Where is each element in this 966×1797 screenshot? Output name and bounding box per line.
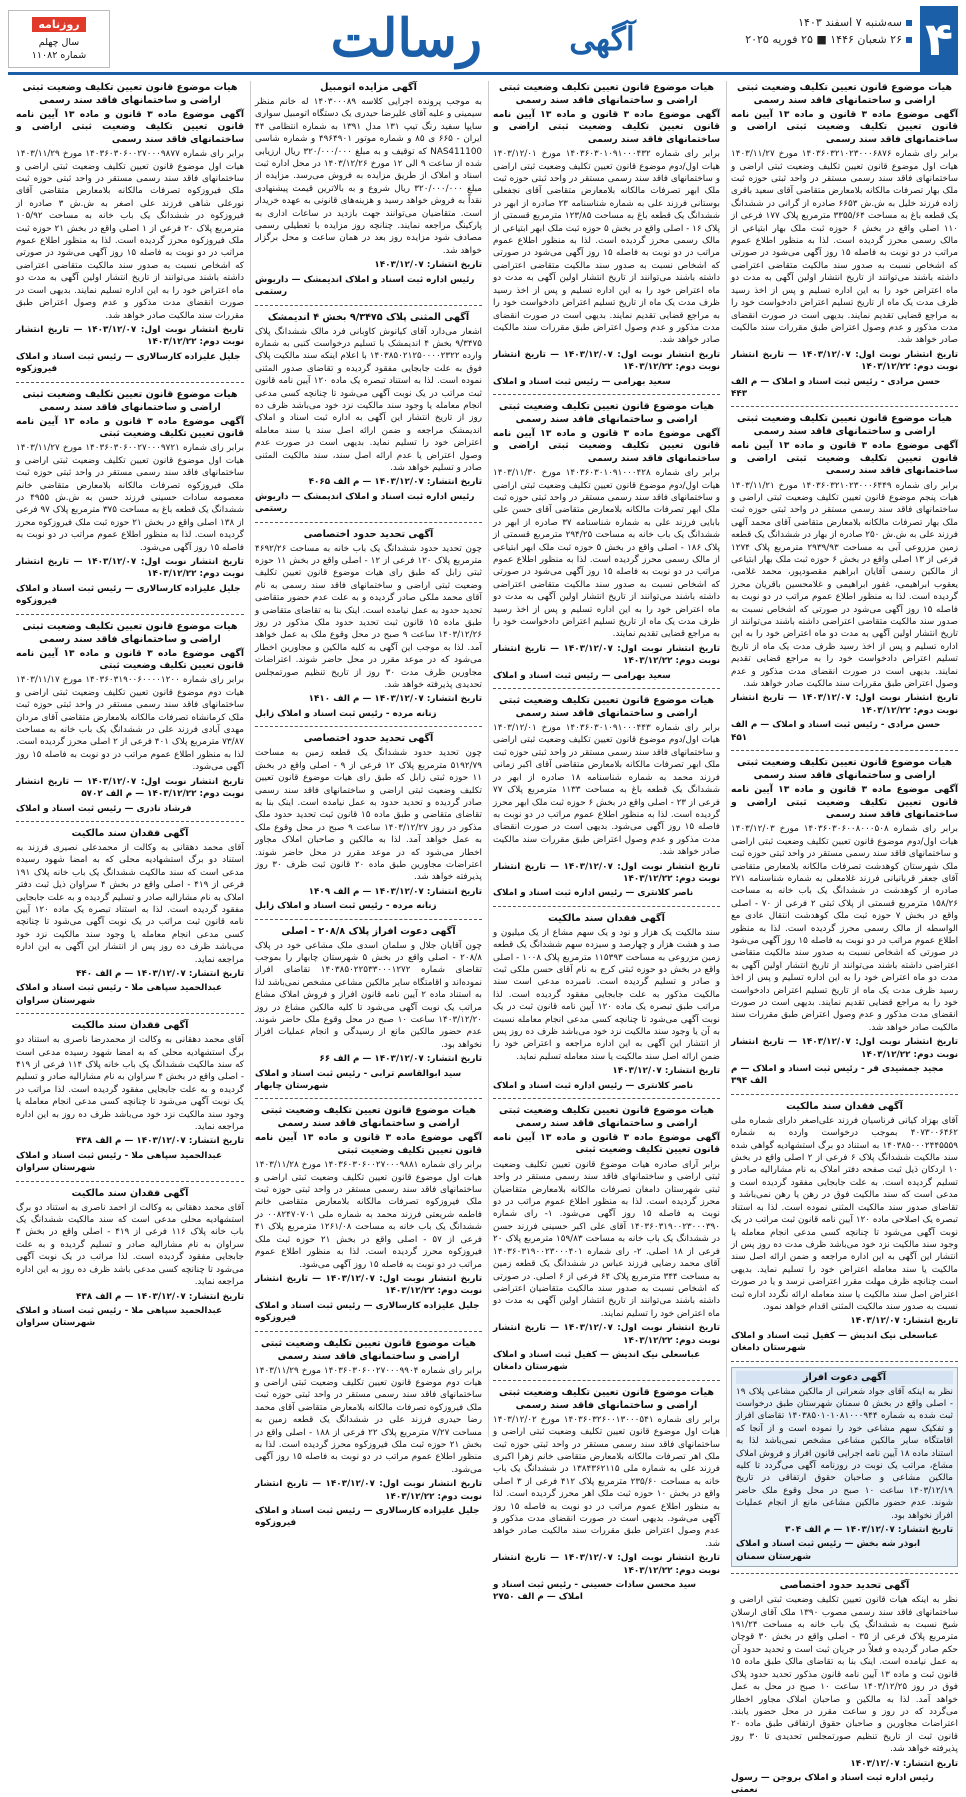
notice-signature: عباسعلی نیک اندیش — کفیل ثبت اسناد و املاک شهرستان دامغان: [731, 1330, 939, 1354]
notice-body: به موجب پرونده اجرایی کلاسه ۱۴۰۳۰۰۰۸۹ له خانم منظر سیمینی و علیه آقای علیرضا حیدری یک دستگاه اتومبیل سواری سایپا سفید رنگ تیپ ۱۳۱ مدل ۱۳۹۱ به شماره انتظامی ۴۴ ایران - ۶۶۵ ی ۸۵ و شماره موتور ۴۹۶۴۹۰۱ و شماره شاسی NAS411100 که توقیف و به مبلغ ۳۲۰/۰۰۰/۰۰۰ ریال ارزیابی شده از ساعت ۹ الی ۱۲ مورخ ۱۴۰۳/۱۲/۲۶ در محل اداره ثبت اسناد و املاک از طریق مزایده به فروش می‌رسد. مزایده از مبلغ ۳۲۰/۰۰۰/۰۰۰ ریال شروع و به بالاترین قیمت پیشنهادی نقداً به فروش خواهد رسید و هزینه‌های قانونی به عهده خریدار است. متقاضیان می‌توانند جهت بازدید در ساعات اداری به پارکینگ مراجعه نمایند. چنانچه روز مزایده با تعطیلی رسمی مصادف شود مزایده روز بعد در همان ساعت و محل برگزار خواهد شد.: [255, 97, 483, 256]
notice: [493, 694, 720, 900]
notice-heading: آگهی تحدید حدود اختصاصی: [303, 733, 434, 745]
notice-signature: عبدالحمید سپاهی ملا - رئیس ثبت اسناد و املاک شهرستان سراوان: [16, 983, 223, 1006]
notice-signature: ناصر کلانتری — رئیس اداره ثبت اسناد و املاک: [493, 1080, 694, 1091]
issue-year: سال چهلم: [38, 36, 80, 48]
notice-divider: [16, 614, 244, 615]
notice-heading: آگهی فقدان سند مالکیت: [548, 912, 665, 924]
notice: [255, 1104, 482, 1324]
notice: [731, 1100, 958, 1355]
notice-dates: تاریخ انتشار نوبت اول: ۱۴۰۳/۱۲/۰۷ — تاریخ انتشار نوبت دوم: ۱۴۰۳/۱۲/۲۲: [493, 1323, 720, 1346]
notice-dates: تاریخ انتشار: ۱۴۰۳/۱۲/۰۷ — م الف ۴۰۶۵: [308, 477, 482, 488]
notice-dates: تاریخ انتشار: ۱۴۰۳/۱۲/۰۷: [850, 1758, 958, 1769]
notice-heading: آگهی تحدید حدود اختصاصی: [779, 1580, 910, 1592]
notice-divider: [493, 1380, 720, 1381]
notice-body: برابر رای شماره ۱۴۰۳۶۰۳۰۶۰۰۲۷۰۰۰۹۷۲۱ مورخ ۱۴۰۳/۱۱/۲۷ هیات اول موضوع قانون تعیین تکلیف وضعیت ثبتی اراضی و ساختمانهای فاقد سند رسمی مستقر در واحد ثبتی حوزه ثبت ملک فیروزکوه تصرفات مالکانه بلامعارض متقاضی خانم معصومه سادات حسینی فرزند حسن به ش.ش ۴۹۵۵ در ششدانگ یک قطعه باغ به مساحت ۳۷۵ مترمربع پلاک ۹۷ فرعی از ۱۳۸ اصلی واقع در بخش ۲۱ حوزه ثبت ملک فیروزکوه محرز گردیده است. لذا به منظور اطلاع عموم مراتب در دو نوبت به فاصله ۱۵ روز آگهی می‌شود.: [16, 443, 245, 553]
notice: [16, 620, 244, 815]
notice-signature: سعید بهرامی — رئیس ثبت اسناد و املاک: [493, 376, 671, 387]
notice-body: آقای محمد دهقانی به وکالت از محمدعلی نصیری فرزند به استناد دو برگ استشهادیه محلی که به امضا شهود رسیده مدعی است که سند مالکیت ششدانگ یک باب خانه پلاک ۱۹۱ فرعی از ۴۱۹ - اصلی واقع در بخش ۴ سراوان ذیل ثبت دفتر املاک به نام مشارالیه صادر و تسلیم گردیده و به علت جابجایی مفقود گردیده است. لذا به استناد تبصره یک ماده ۱۲۰ آیین نامه قانون ثبت مراتب در یک نوبت آگهی می‌شود تا چنانچه کسی مدعی انجام معامله یا وجود سند مالکیت نزد خود می‌باشد ظرف ده روز پس از انتشار این آگهی به این اداره مراجعه نماید.: [16, 842, 244, 965]
date-lunar-gregorian: ۲۶ شعبان ۱۴۴۶ ■ ۲۵ فوریه ۲۰۲۵: [745, 33, 902, 46]
notice-dates: تاریخ انتشار نوبت اول: ۱۴۰۳/۱۲/۰۷ — تاریخ انتشار نوبت دوم: ۱۴۰۳/۱۲/۲۲: [493, 643, 720, 667]
notice-body: چون آقایان جلال و سلمان اسدی ملک مشاعی خود در پلاک ۲۰۸/۸ - اصلی واقع در بخش ۵ شهرستان چابهار را بموجب تقاضای شماره ۱۴۰۳۸۵۰۲۲۵۳۳۰۰۰۱۲۷۲ تقاضای افراز نموده‌اند و اقامتگاه سایر مالکین مشاعی مشخص نمی‌باشد لذا به استناد ماده ۲ آیین نامه قانون افراز و فروش املاک مشاع مراتب یک نوبت آگهی می‌شود تا کلیه مالکین مشاع در روز ۱۴۰۳/۱۲/۲۰ ساعت ۱۰ صبح در محل وقوع ملک حاضر شوند. عدم حضور مالکین مانع از رسیدگی و انجام عملیات افراز نخواهد بود.: [255, 940, 483, 1050]
notice-signature: سید محسن سادات حسینی - رئیس ثبت اسناد و املاک — م الف ۲۷۵۰: [493, 1580, 696, 1603]
notice: [493, 1104, 720, 1374]
notice-dates: تاریخ انتشار نوبت اول: ۱۴۰۳/۱۲/۰۷ — تاریخ انتشار نوبت دوم: ۱۴۰۳/۱۲/۲۲: [493, 1553, 720, 1576]
notice: [16, 827, 244, 1007]
bullet-icon: [906, 37, 912, 43]
notice-body: برابر رای شماره ۱۴۰۳۶۰۳۰۶۰۰۲۷۰۰۰۹۸۷۷ مورخ ۱۴۰۳/۱۱/۲۹ هیات اول موضوع قانون تعیین تکلیف وضعیت ثبتی اراضی و ساختمانهای فاقد سند رسمی مستقر در واحد ثبتی حوزه ثبت ملک فیروزکوه تصرفات مالکانه بلامعارض متقاضی آقای نورعلی شاهی فرزند علی اصغر به ش.ش ۳ صادره از فیروزکوه در ششدانگ یک باب خانه به مساحت ۱۰۵/۹۲ مترمربع پلاک ۲۰ فرعی از ۱ اصلی واقع در بخش ۲۱ حوزه ثبت ملک فیروزکوه محرز گردیده است. لذا به منظور اطلاع عموم مراتب در دو نوبت به فاصله ۱۵ روز آگهی می‌شود در صورتی که اشخاص نسبت به صدور سند مالکیت متقاضی اعتراضی داشته باشند می‌توانند از تاریخ انتشار اولین آگهی به مدت دو ماه اعتراض خود را به این اداره تسلیم نمایند. بدیهی است در صورت انقضای مدت مذکور و عدم وصول اعتراض طبق مقررات سند مالکیت صادر خواهد شد.: [16, 149, 245, 321]
notice-dates: تاریخ انتشار نوبت اول: ۱۴۰۳/۱۲/۰۷ — تاریخ انتشار نوبت دوم: ۱۴۰۳/۱۲/۲۲: [731, 349, 958, 373]
bullet-icon: [906, 20, 912, 26]
notice-divider: [255, 1331, 482, 1332]
notice: [16, 1187, 244, 1330]
notice-dates: تاریخ انتشار نوبت اول: ۱۴۰۳/۱۲/۰۷ — تاریخ انتشار نوبت دوم: ۱۴۰۳/۱۲/۲۲: [493, 349, 720, 373]
notice-body: نظر به اینکه هیات قانون تعیین تکلیف وضعیت ثبتی اراضی و ساختمانهای فاقد سند رسمی مصوب ۱۳۹۰ ملک آقای ارسلان شیخ نسبت به ششدانگ یک باب خانه به مساحت ۱۹۱/۲۴ مترمربع پلاک فرعی از ۳۵ - اصلی واقع در بخش ۳۰ قوچان حکم صادر گردیده و فعلاً در جریان ثبت است و تحدید حدود آن به عمل نیامده است. اینک بنا به تقاضای مالک طبق ماده ۱۵ قانون ثبت و ماده ۱۳ آیین نامه قانون مذکور تحدید حدود پلاک فوق در روز ۱۴۰۳/۱۲/۲۵ ساعت ۱۰ صبح در محل به عمل خواهد آمد. لذا به مالکین و صاحبان املاک مجاور اخطار می‌گردد که در روز و ساعت مقرر در محل حضور یابند. اعتراضات مجاورین و صاحبان حقوق ارتفاقی طبق ماده ۲۰ قانون ثبت از تاریخ تنظیم صورتمجلس تحدیدی تا ۳۰ روز پذیرفته خواهد شد.: [731, 1595, 959, 1755]
notice: [731, 81, 958, 400]
notice-body: آقای محمد دهقانی به وکالت از احمد ناصری به استناد دو برگ استشهادیه محلی مدعی است که سند مالکیت ششدانگ یک باب خانه پلاک ۱۱۶ فرعی از ۴۱۹ - اصلی واقع در بخش ۴ سراوان به نام مشارالیه صادر و تسلیم گردیده و به علت جابجایی مفقود گردیده است. لذا مراتب در یک نوبت آگهی می‌شود تا چنانچه کسی مدعی باشد ظرف ده روز به این اداره مراجعه نماید.: [16, 1202, 244, 1288]
notice-divider: [493, 1098, 720, 1099]
notice-subheading: آگهی موضوع ماده ۳ قانون و ماده ۱۳ آیین نامه قانون تعیین تکلیف وضعیت ثبتی اراضی و ساختمانهای فاقد سند رسمی: [731, 784, 958, 820]
notice-body: برابر رای شماره ۱۴۰۳۶۰۳۲۱۰۲۳۰۰۰۶۴۴۹ مورخ ۱۴۰۳/۱۱/۲۱ هیات پنجم موضوع قانون تعیین تکلیف وضعیت ثبتی اراضی و ساختمانهای فاقد سند رسمی مستقر در واحد ثبتی حوزه ثبت ملک بهار تصرفات مالکانه بلامعارض متقاضی آقای محمد آلهی فرزند علی به ش.ش ۲۵۰ صادره از بهار در ششدانگ یک قطعه زمین مزروعی آبی به مساحت ۲۹۳۹/۹۳ مترمربع پلاک ۱۲۷۴ فرعی از ۱۳ اصلی واقع در بخش ۶ حوزه ثبت ملک بهار ابتیاعی از مالکین رسمی آقایان ابراهیم مقصودپور، محمد غلامی، یعقوب ابراهیمی، غفور ابراهیمی و غلامحسین باقریان محرز گردیده است. لذا به منظور اطلاع عموم مراتب در دو نوبت به فاصله ۱۵ روز آگهی می‌شود در صورتی که اشخاص نسبت به صدور سند مالکیت متقاضی اعتراضی داشته باشند می‌توانند از تاریخ انتشار اولین آگهی به مدت دو ماه اعتراض خود را به این اداره تسلیم و پس از اخذ رسید ظرف مدت یک ماه از تاریخ تسلیم اعتراض دادخواست خود را به مراجع قضایی تقدیم نمایند. بدیهی است در صورت انقضای مدت مذکور و عدم وصول اعتراض طبق مقررات سند مالکیت صادر خواهد شد.: [731, 480, 958, 690]
notice-body: برابر رای شماره ۱۴۰۳۶۰۳۱۹۰۰۶۰۰۰۰۱۲۰۰ مورخ ۱۴۰۳/۱۱/۱۷ هیات دوم موضوع قانون تعیین تکلیف وضعیت ثبتی اراضی و ساختمانهای فاقد سند رسمی مستقر در واحد ثبتی حوزه ثبت ملک کرمانشاه تصرفات مالکانه بلامعارض متقاضی آقای مردان مهدی آبادی فرزند علی در ششدانگ یک باب خانه به مساحت ۷۳/۸۷ مترمربع پلاک ۴۰۱ فرعی از ۲ اصلی محرز گردیده است. لذا به منظور اطلاع عموم مراتب در دو نوبت به فاصله ۱۵ روز آگهی می‌شود.: [16, 675, 245, 773]
issue-box: [8, 10, 110, 68]
notice-signature: حسن مرادی - رئیس ثبت اسناد و املاک — م الف ۴۵۱: [731, 720, 941, 743]
notice-dates: تاریخ انتشار نوبت اول: ۱۴۰۳/۱۲/۰۷ — تاریخ انتشار نوبت دوم: ۱۴۰۳/۱۲/۲۲ — م الف ۵۷۰۲: [16, 776, 244, 800]
notice-divider: [16, 1181, 244, 1182]
notice-signature: زنانه مرده - رئیس ثبت اسناد و املاک زابل: [255, 901, 437, 912]
notice-divider: [16, 382, 244, 383]
notice-divider: [255, 305, 482, 306]
notice-heading: هیات موضوع قانون تعیین تکلیف وضعیت ثبتی اراضی و ساختمانهای فاقد سند رسمی: [498, 400, 715, 425]
notice-signature: ناصر کلانتری — رئیس اداره ثبت اسناد و املاک: [493, 888, 694, 899]
notice-heading: هیات موضوع قانون تعیین تکلیف وضعیت ثبتی اراضی و ساختمانهای فاقد سند رسمی: [498, 1105, 715, 1130]
notice-signature: فرشاد نادری — رئیس ثبت اسناد و املاک: [16, 803, 192, 814]
notice-signature: جلیل علیزاده کارسالاری — رئیس ثبت اسناد و املاک فیروزکوه: [16, 583, 241, 607]
notice-signature: عباسعلی نیک اندیش — کفیل ثبت اسناد و املاک شهرستان دامغان: [493, 1349, 701, 1373]
notice: [255, 925, 482, 1093]
notice: [493, 400, 720, 682]
notice-dates: تاریخ انتشار: ۱۴۰۳/۱۲/۰۷ — م الف ۴۳۸: [76, 1136, 244, 1147]
notice-heading: آگهی دعوت افراز پلاک ۲۰۸/۸ - اصلی: [281, 925, 456, 937]
notice: [493, 1386, 720, 1604]
notice-subheading: آگهی موضوع ماده ۳ قانون و ماده ۱۳ آیین نامه قانون تعیین تکلیف وضعیت ثبتی اراضی و ساختمانهای فاقد سند رسمی: [493, 109, 720, 145]
notice-body: برابر رای شماره ۱۴۰۳۶۰۳۲۶۰۰۱۳۰۰۰۵۴۱ مورخ ۱۴۰۳/۱۲/۰۲ هیات اول موضوع قانون تعیین تکلیف وضعیت ثبتی اراضی و ساختمانهای فاقد سند رسمی مستقر در واحد ثبتی حوزه ثبت ملک اهر تصرفات مالکانه بلامعارض متقاضی خانم زهرا اکبری فرزند علی به شماره ملی ۱۳۸۴۳۶۲۱۱۵ در ششدانگ یک باب خانه به مساحت ۲۳۵/۶۰ مترمربع پلاک ۴۱۲ فرعی از ۳ اصلی واقع در بخش ۱۰ حوزه ثبت ملک اهر محرز گردیده است. لذا به منظور اطلاع عموم مراتب در دو نوبت به فاصله ۱۵ روز آگهی می‌شود. بدیهی است در صورت انقضای مدت مذکور و عدم وصول اعتراض طبق مقررات سند مالکیت صادر خواهد شد.: [493, 1414, 721, 1549]
notice-heading: آگهی فقدان سند مالکیت: [71, 827, 189, 839]
date-block: [682, 6, 920, 72]
notice: [255, 81, 482, 299]
notice-divider: [255, 919, 482, 920]
notice-dates: تاریخ انتشار نوبت اول: ۱۴۰۳/۱۲/۰۷ — تاریخ انتشار نوبت دوم: ۱۴۰۳/۱۲/۲۲: [731, 1037, 958, 1060]
column-4: [12, 81, 244, 1437]
notice-dates: تاریخ انتشار: ۱۴۰۳/۱۲/۰۷ — م الف ۳۰۴: [785, 1525, 953, 1536]
notice-heading: هیات موضوع قانون تعیین تکلیف وضعیت ثبتی اراضی و ساختمانهای فاقد سند رسمی: [260, 1105, 477, 1130]
notice-signature: رئیس اداره ثبت اسناد و املاک بروجن — رسول نعمتی: [731, 1772, 934, 1796]
notice-body: برابر رای شماره ۱۴۰۳۶۰۳۰۱۰۹۱۰۰۰۴۲۸ مورخ ۱۴۰۳/۱۱/۳۰ هیات اول/دوم موضوع قانون تعیین تکلیف وضعیت ثبتی اراضی و ساختمانهای فاقد سند رسمی مستقر در واحد ثبتی حوزه ثبت ملک ابهر تصرفات مالکانه بلامعارض متقاضی آقای حسن علی بابایی فرزند علی به شماره شناسنامه ۳۷ صادره از ابهر در ششدانگ یک باب خانه به مساحت ۲۹۴/۲۵ مترمربع قسمتی از پلاک ۱۸۶ - اصلی واقع در بخش ۵ حوزه ثبت ملک ابهر ابتیاعی از مالک رسمی محرز گردیده است. لذا به منظور اطلاع عموم مراتب در دو نوبت به فاصله ۱۵ روز آگهی می‌شود در صورتی که اشخاص نسبت به صدور سند مالکیت متقاضی اعتراضی داشته باشند می‌توانند از تاریخ انتشار اولین آگهی به مدت دو ماه اعتراض خود را به این اداره تسلیم و پس از اخذ رسید ظرف مدت یک ماه از تاریخ تسلیم اعتراض دادخواست خود را به مراجع قضایی تقدیم نمایند.: [493, 468, 721, 640]
notice-dates: تاریخ انتشار نوبت اول: ۱۴۰۳/۱۲/۰۷ — تاریخ انتشار نوبت دوم: ۱۴۰۳/۱۲/۲۲: [493, 861, 720, 884]
notice-subheading: آگهی موضوع ماده ۳ قانون و ماده ۱۳ آیین نامه قانون تعیین تکلیف وضعیت ثبتی: [255, 1132, 482, 1156]
notice: [255, 311, 482, 516]
notice-signature: سعید بهرامی — رئیس ثبت اسناد و املاک: [493, 670, 671, 681]
page-number: ۴: [920, 6, 958, 72]
notice-subheading: آگهی موضوع ماده ۳ قانون و ماده ۱۳ آیین نامه قانون تعیین تکلیف وضعیت ثبتی: [16, 647, 244, 672]
notice-divider: [731, 1361, 958, 1362]
notice-divider: [731, 406, 958, 407]
column-3: [250, 81, 483, 1529]
notice-heading: هیات موضوع قانون تعیین تکلیف وضعیت ثبتی اراضی و ساختمانهای فاقد سند رسمی: [498, 82, 715, 106]
notice-dates: تاریخ انتشار نوبت اول: ۱۴۰۳/۱۲/۰۷ — تاریخ انتشار نوبت دوم: ۱۴۰۳/۱۲/۲۲: [255, 1479, 482, 1502]
notice-divider: [255, 726, 482, 727]
date-solar: سه‌شنبه ۷ اسفند ۱۴۰۳: [798, 16, 902, 29]
notice: [731, 1367, 958, 1568]
notice-signature: عبدالحمید سپاهی ملا - رئیس ثبت اسناد و املاک شهرستان سراوان: [16, 1305, 223, 1329]
notice: [16, 388, 244, 608]
notice-body: برابر رای شماره ۱۴۰۳۶۰۳۰۶۰۰۸۰۰۰۵۰۸ مورخ ۱۴۰۳/۱۲/۰۳ هیات اول/دوم موضوع قانون تعیین تکلیف وضعیت ثبتی اراضی و ساختمانهای فاقد سند رسمی مستقر در واحد ثبتی حوزه ثبت ملک شهرستان کوهدشت تصرفات مالکانه بلامعارض متقاضی آقای جعفر قربانیانی فرزند غلامعلی به شماره شناسنامه ۲۷۱ صادره از کوهدشت در ششدانگ یک باب خانه به مساحت ۱۵۸/۲۶ مترمربع قسمتی از پلاک ثبتی ۲ فرعی از ۷۰ - اصلی واقع در بخش ۷ حوزه ثبت ملک کوهدشت انتقال عادی مع الواسطه از مالک رسمی محرز گردیده است. لذا به منظور اطلاع عموم مراتب در دو نوبت به فاصله ۱۵ روز آگهی می‌شود در صورتی که اشخاص نسبت به صدور سند مالکیت متقاضی اعتراضی داشته باشند می‌توانند از تاریخ انتشار اولین آگهی به مدت دو ماه اعتراض خود را به این اداره تسلیم و پس از اخذ رسید ظرف مدت یک ماه از تاریخ تسلیم اعتراض دادخواست خود را به مراجع قضایی تقدیم نمایند. بدیهی است در صورت انقضای مدت مذکور و عدم وصول اعتراض طبق مقررات سند مالکیت صادر خواهد شد.: [731, 824, 959, 1033]
notice-heading: آگهی مزایده اتومبیل: [320, 82, 417, 93]
notice-divider: [493, 906, 720, 907]
notice-subheading: آگهی موضوع ماده ۳ قانون و ماده ۱۳ آیین نامه قانون تعیین تکلیف وضعیت ثبتی اراضی و ساختمانهای فاقد سند رسمی: [16, 109, 244, 145]
notice-heading: هیات موضوع قانون تعیین تکلیف وضعیت ثبتی اراضی و ساختمانهای فاقد سند رسمی: [260, 1337, 477, 1362]
notice-divider: [731, 1573, 958, 1574]
notice-divider: [493, 688, 720, 689]
notice-divider: [16, 821, 244, 822]
notice-subheading: آگهی موضوع ماده ۳ قانون و ماده ۱۳ آیین نامه قانون تعیین تکلیف وضعیت ثبتی اراضی و ساختمانهای فاقد سند رسمی: [731, 109, 958, 145]
notice: [255, 528, 482, 721]
notice-body: آقای بهزاد کیانی فرناسیان فرزند علی‌اصغر دارای شماره ملی ۴۰۷۳۰۰۶۴۶۲ بموجب درخواست وارده به شماره ۱۴۰۳۸۵۰۰۰۲۴۴۵۵۵۹ به استناد دو برگ استشهادیه گواهی شده سند مالکیت ششدانگ پلاک ۶ فرعی از ۲ اصلی واقع در بخش ۱۰ اردکان ذیل ثبت صفحه دفتر املاک به نام مشارالیه صادر و تسلیم گردیده است. به علت جابجایی مفقود گردیده است و مدعی است که سند مالکیت فوق در رهن یا رهن نمی‌باشد و تقاضای صدور سند مالکیت المثنی نموده است. لذا به استناد تبصره یک اصلاحی ماده ۱۲۰ آیین نامه قانون ثبت مراتب در یک نوبت آگهی می‌شود تا چنانچه کسی مدعی انجام معامله یا وجود سند مالکیت نزد خود می‌باشد ظرف مدت ده روز پس از انتشار این آگهی به این اداره مراجعه و ضمن ارائه اصل سند مالکیت یا سند معامله اعتراض خود را تسلیم نماید. بدیهی است چنانچه ظرف مهلت مقرر اعتراضی نرسد و یا در صورت اعتراض اصل سند مالکیت یا سند معامله ارائه نگردد اداره ثبت نسبت به صدور سند مالکیت المثنی اقدام خواهد نمود.: [731, 1115, 958, 1312]
notice-subheading: آگهی موضوع ماده ۳ قانون و ماده ۱۳ آیین نامه قانون تعیین تکلیف وضعیت ثبتی: [16, 415, 244, 439]
notice: [731, 1579, 958, 1797]
issue-brand: روزنامه: [32, 17, 85, 32]
notice: [255, 732, 482, 912]
notice-subheading: آگهی موضوع ماده ۳ قانون و ماده ۱۳ آیین نامه قانون تعیین تکلیف وضعیت ثبتی: [493, 1132, 720, 1156]
notice-heading: هیات موضوع قانون تعیین تکلیف وضعیت ثبتی اراضی و ساختمانهای فاقد سند رسمی: [736, 82, 953, 106]
newspaper-logo: رسالت: [330, 8, 482, 69]
notice-signature: مجید جمشیدی فر - رئیس ثبت اسناد و املاک — م الف ۳۹۴: [731, 1064, 944, 1087]
notice-signature: جلیل علیزاده کارسالاری — رئیس ثبت اسناد و املاک فیروزکوه: [255, 1506, 480, 1529]
notice-divider: [255, 522, 482, 523]
masthead: [8, 6, 958, 75]
notice: [493, 912, 720, 1092]
notice: [255, 1337, 482, 1530]
notice-body: برابر رای شماره ۱۴۰۳۶۰۳۰۶۰۰۲۷۰۰۰۹۹۰۴ مورخ ۱۴۰۳/۱۱/۲۹ هیات دوم موضوع قانون تعیین تکلیف وضعیت ثبتی اراضی و ساختمانهای فاقد سند رسمی مستقر در واحد ثبتی حوزه ثبت ملک فیروزکوه تصرفات مالکانه بلامعارض متقاضی آقای محمد رضا حیدری فرزند علی در ششدانگ یک قطعه زمین به مساحت ۷/۲۷ مترمربع پلاک ۲۲ فرعی از ۱۸۸ - اصلی واقع در بخش ۲۱ حوزه ثبت ملک فیروزکوه محرز گردیده است. لذا به منظور اطلاع عموم مراتب در دو نوبت به فاصله ۱۵ روز آگهی می‌شود.: [255, 1365, 483, 1475]
notice-signature: سید ابوالقاسم ترابی - رئیس ثبت اسناد و املاک شهرستان چابهار: [255, 1068, 462, 1092]
notice-heading: هیات موضوع قانون تعیین تکلیف وضعیت ثبتی اراضی و ساختمانهای فاقد سند رسمی: [22, 82, 238, 106]
notice-dates: تاریخ انتشار: ۱۴۰۳/۱۲/۰۷ — م الف ۱۴۱۰: [308, 694, 482, 705]
notice-divider: [731, 750, 958, 751]
notice-signature: زنانه مرده - رئیس ثبت اسناد و املاک زابل: [255, 708, 437, 719]
notice-columns: [8, 81, 959, 1796]
notice-subheading: آگهی موضوع ماده ۳ قانون و ماده ۱۳ آیین نامه قانون تعیین تکلیف وضعیت ثبتی اراضی و ساختمانهای فاقد سند رسمی: [731, 440, 958, 477]
notice-dates: تاریخ انتشار نوبت اول: ۱۴۰۳/۱۲/۰۷ — تاریخ انتشار نوبت دوم: ۱۴۰۳/۱۲/۲۲: [16, 324, 244, 348]
notice-signature: جلیل علیزاده کارسالاری — رئیس ثبت اسناد و املاک فیروزکوه: [255, 1300, 480, 1324]
notice-signature: عبدالحمید سپاهی ملا - رئیس ثبت اسناد و املاک شهرستان سراوان: [16, 1150, 223, 1174]
notice-divider: [493, 394, 720, 395]
notice-heading: آگهی فقدان سند مالکیت: [71, 1187, 189, 1199]
column-1: [726, 81, 959, 1796]
notice-dates: تاریخ انتشار نوبت اول: ۱۴۰۳/۱۲/۰۷ — تاریخ انتشار نوبت دوم: ۱۴۰۳/۱۲/۲۲: [16, 557, 244, 580]
notice-dates: تاریخ انتشار: ۱۴۰۳/۱۲/۰۷ — م الف ۴۳۸: [76, 1291, 244, 1302]
notice-signature: حسن مرادی - رئیس ثبت اسناد و املاک — م الف ۴۴۳: [731, 376, 941, 399]
notice: [16, 81, 244, 376]
notice-dates: تاریخ انتشار: ۱۴۰۳/۱۲/۰۷ — م الف ۴۴۰: [76, 968, 244, 979]
notice-dates: تاریخ انتشار: ۱۴۰۳/۱۲/۰۷ — م الف ۱۴۰۹: [308, 886, 482, 897]
notice-heading: هیات موضوع قانون تعیین تکلیف وضعیت ثبتی اراضی و ساختمانهای فاقد سند رسمی: [498, 1386, 715, 1411]
notice-subheading: آگهی موضوع ماده ۳ قانون و ماده ۱۳ آیین نامه قانون تعیین تکلیف وضعیت ثبتی اراضی و ساختمانهای فاقد سند رسمی: [493, 427, 720, 464]
notice-divider: [255, 1098, 482, 1099]
column-2: [488, 81, 721, 1603]
notice-heading: هیات موضوع قانون تعیین تکلیف وضعیت ثبتی اراضی و ساختمانهای فاقد سند رسمی: [736, 413, 953, 438]
notice-body: اشعار می‌دارد آقای کیانوش کاوبانی فرد مالک ششدانگ پلاک ۹/۳۴۷۵ بخش ۴ اندیمشک با تسلیم درخواست کتبی به شماره وارده ۱۴۰۳۸۵۰۲۱۲۵۰۰۰۰۲۳۲۲ با اعلام اینکه سند مالکیت پلاک فوق به علت جابجایی مفقود گردیده و تقاضای صدور المثنی نموده است. لذا به استناد تبصره یک ماده ۱۲۰ آیین نامه قانون ثبت مراتب در یک نوبت آگهی می‌شود تا چنانچه کسی مدعی انجام معامله یا وجود سند مالکیت نزد خود می‌باشد ظرف ده روز از تاریخ انتشار این آگهی به اداره ثبت اسناد و املاک اندیمشک مراجعه و ضمن ارائه اصل سند یا سند معامله اعتراض خود را تسلیم نماید. بدیهی است در صورت عدم وصول اعتراض یا عدم ارائه اصل سند، سند مالکیت المثنی صادر و تسلیم خواهد شد.: [255, 326, 482, 473]
notice-heading: آگهی فقدان سند مالکیت: [786, 1100, 903, 1112]
issue-number: شماره ۱۱۰۸۲: [31, 49, 87, 61]
notice-heading: آگهی دعوت افراز: [736, 1371, 953, 1384]
notice: [731, 756, 958, 1088]
notice-body: برابر رای شماره ۱۴۰۳۶۰۳۲۱۰۲۳۰۰۰۶۸۷۶ مورخ ۱۴۰۳/۱۱/۲۷ هیات اول موضوع قانون تعیین تکلیف وضعیت ثبتی اراضی و ساختمانهای فاقد سند رسمی مستقر در واحد ثبتی حوزه ثبت ملک بهار تصرفات مالکانه بلامعارض متقاضی آقای سعید باقری زاده فرزند خلیل به ش.ش ۶۶۵۳ صادره از گرانی در ششدانگ یک قطعه باغ به مساحت ۳۳۵۵/۶۴ مترمربع پلاک ۱۷۷ فرعی از ۱۱۰ اصلی واقع در بخش ۶ حوزه ثبت ملک بهار ابتیاعی از مالک رسمی محرز گردیده است. لذا به منظور اطلاع عموم مراتب در دو نوبت به فاصله ۱۵ روز آگهی می‌شود در صورتی که اشخاص نسبت به صدور سند مالکیت متقاضی اعتراضی داشته باشند می‌توانند از تاریخ انتشار اولین آگهی به مدت دو ماه اعتراض خود را به این اداره تسلیم و پس از اخذ رسید ظرف مدت یک ماه از تاریخ تسلیم اعتراض دادخواست خود را به مراجع قضایی تقدیم نمایند. بدیهی است در صورت انقضای مدت مذکور و عدم وصول اعتراض طبق مقررات سند مالکیت صادر خواهد شد.: [731, 149, 958, 346]
notice: [731, 412, 958, 744]
notice-heading: آگهی فقدان سند مالکیت: [71, 1020, 189, 1032]
notice-signature: رئیس اداره ثبت اسناد و املاک اندیمشک — داریوش رستمی: [255, 274, 475, 298]
notice-heading: هیات موضوع قانون تعیین تکلیف وضعیت ثبتی اراضی و ساختمانهای فاقد سند رسمی: [736, 757, 953, 782]
notice-heading: آگهی تحدید حدود اختصاصی: [303, 528, 434, 540]
notice-dates: تاریخ انتشار: ۱۴۰۳/۱۲/۰۷: [374, 260, 482, 271]
section-title: آگهی: [569, 20, 635, 58]
notice-heading: آگهی المثنی پلاک ۹/۳۴۷۵ بخش ۴ اندیمشک: [267, 311, 470, 323]
notice-body: نظر به اینکه آقای جواد شعرانی از مالکین مشاعی پلاک ۱۹ - اصلی واقع در بخش ۵ سمنان شهرستان طبق درخواست ثبت شده به شماره ۱۴۰۳۸۵۰۱۰۱۰۸۱۰۰۰۹۴۴ تقاضای افراز و تفکیک سهم مشاعی خود را نموده است و از آنجا که اقامتگاه سایر مالکین مشاعی مشخص نمی‌باشد لذا به استناد ماده ۱۸ آیین نامه اجرایی قانون افراز و فروش املاک مشاع، مراتب یک نوبت در روزنامه آگهی می‌گردد تا کلیه مالکین مشاعی و صاحبان حقوق ارتفاقی در تاریخ ۱۴۰۳/۱۲/۱۹ ساعت ۱۰ صبح در محل وقوع ملک حاضر شوند. عدم حضور مالکین مشاعی مانع از انجام عملیات افراز نخواهد بود.: [736, 1386, 954, 1521]
notice-heading: هیات موضوع قانون تعیین تکلیف وضعیت ثبتی اراضی و ساختمانهای فاقد سند رسمی: [22, 620, 238, 645]
notice: [16, 1019, 244, 1174]
notice-body: برابر آرای صادره هیات موضوع قانون تعیین تکلیف وضعیت ثبتی اراضی و ساختمانهای فاقد سند رسمی مستقر در واحد ثبتی شهرستان دامغان تصرفات مالکانه بلامعارض متقاضیان محرز گردیده است. لذا به منظور اطلاع عموم مراتب در دو نوبت به فاصله ۱۵ روز آگهی می‌شود. ۱- رای شماره ۱۴۰۳۶۰۳۱۹۰۰۲۳۰۰۰۳۹۰ آقای علی اکبر حسینی فرزند حسن در ششدانگ یک باب خانه به مساحت ۱۵۹/۸۳ مترمربع پلاک ۲۰ فرعی از ۱۸ اصلی. ۲- رای شماره ۱۴۰۳۶۰۳۱۹۰۰۲۳۰۰۰۴۰۱ آقای محمد رضایی فرزند عباس در ششدانگ یک قطعه زمین به مساحت ۳۴۴ مترمربع پلاک ۶۴ فرعی از ۶ اصلی. در صورتی که اشخاص نسبت به صدور سند مالکیت متقاضیان اعتراضی داشته باشند می‌توانند از تاریخ انتشار اولین آگهی به مدت دو ماه اعتراض خود را تسلیم نمایند.: [493, 1159, 720, 1319]
notice-body: چون تحدید حدود ششدانگ یک باب خانه به مساحت ۴۶۹۲/۲۶ مترمربع پلاک ۱۲۰ فرعی از ۱۲ - اصلی واقع در بخش ۱۱ حوزه ثبتی زابل که طبق رای هیات موضوع قانون تعیین تکلیف وضعیت ثبتی اراضی و ساختمانهای فاقد سند رسمی به نام آقای محمد ملکی صادر گردیده و به علت عدم حضور متقاضی تحدید حدود به عمل نیامده است. اینک بنا به تقاضای متقاضی و طبق ماده ۱۵ قانون ثبت تحدید حدود ملک مذکور در روز ۱۴۰۳/۱۲/۲۶ ساعت ۹ صبح در محل وقوع ملک به عمل خواهد آمد. لذا به موجب این آگهی به کلیه مالکین و مجاورین اخطار می‌شود که در موعد مقرر در محل حاضر شوند. اعتراضات مجاورین ظرف مدت ۳۰ روز از تاریخ تنظیم صورتمجلس تحدیدی پذیرفته خواهد شد.: [255, 543, 482, 691]
notice: [493, 81, 720, 388]
notice-body: سند مالکیت یک هزار و نود و یک سهم مشاع از یک میلیون و صد و هشت هزار و چهارصد و سیزده سهم ششدانگ یک قطعه زمین مزروعی به مساحت ۱۱۵۳۹۳ مترمربع پلاک ۱۰۰۸ - اصلی واقع در بخش دو حوزه ثبتی کرج به نام آقای حسن ملکی ثبت و صادر و تسلیم گردیده است. نامبرده مدعی است سند مالکیت مذکور به علت جابجایی مفقود گردیده است. لذا مراتب طبق تبصره یک ماده ۱۲۰ آیین نامه قانون ثبت در یک نوبت آگهی می‌شود تا چنانچه کسی مدعی انجام معامله نسبت به آن یا وجود سند مالکیت نزد خود می‌باشد ظرف ده روز پس از انتشار این آگهی به این اداره مراجعه و اعتراض خود را ضمن ارائه اصل سند مالکیت یا سند معامله تسلیم نماید.: [493, 927, 720, 1062]
notice-divider: [16, 1013, 244, 1014]
notice-signature: ابوذر شه بخش — رئیس ثبت اسناد و املاک شهرستان سمنان: [736, 1539, 921, 1562]
notice-dates: تاریخ انتشار: ۱۴۰۳/۱۲/۰۷: [850, 1316, 958, 1327]
notice-body: برابر رای شماره ۱۴۰۳۶۰۳۰۱۰۹۱۰۰۰۴۳۲ مورخ ۱۴۰۳/۱۲/۰۱ هیات اول/دوم موضوع قانون تعیین تکلیف وضعیت ثبتی اراضی و ساختمانهای فاقد سند رسمی مستقر در واحد ثبتی حوزه ثبت ملک ابهر تصرفات مالکانه بلامعارض متقاضی آقای نجفعلی بوستانی فرزند علی به شماره شناسنامه ۲۳ صادره از ابهر در ششدانگ یک قطعه باغ به مساحت ۱۲۳/۸۵ مترمربع قسمتی از پلاک ۱۶ - اصلی واقع در بخش ۵ حوزه ثبت ملک ابهر ابتیاعی از مالک رسمی محرز گردیده است. لذا به منظور اطلاع عموم مراتب در دو نوبت به فاصله ۱۵ روز آگهی می‌شود در صورتی که اشخاص نسبت به صدور سند مالکیت متقاضی اعتراضی داشته باشند می‌توانند از تاریخ انتشار اولین آگهی به مدت دو ماه اعتراض خود را به این اداره تسلیم و پس از اخذ رسید ظرف مدت یک ماه از تاریخ تسلیم اعتراض دادخواست خود را به مراجع قضایی تقدیم نمایند. بدیهی است در صورت انقضای مدت مذکور و عدم وصول اعتراض طبق مقررات سند مالکیت صادر خواهد شد.: [493, 149, 721, 346]
notice-divider: [731, 1094, 958, 1095]
notice-body: برابر رای شماره ۱۴۰۳۶۰۳۰۱۰۹۱۰۰۰۴۴۳ مورخ ۱۴۰۳/۱۲/۰۱ هیات اول/دوم موضوع قانون تعیین تکلیف وضعیت ثبتی اراضی و ساختمانهای فاقد سند رسمی مستقر در واحد ثبتی حوزه ثبت ملک ابهر تصرفات مالکانه بلامعارض متقاضی آقای اکبر زمانی فرزند محمد به شماره شناسنامه ۱۸ صادره از ابهر در ششدانگ یک قطعه باغ به مساحت ۱۱۳۳ مترمربع پلاک ۷۷ فرعی از ۲۳ - اصلی واقع در بخش ۶ حوزه ثبت ملک ابهر محرز گردیده است. لذا به منظور اطلاع عموم مراتب در دو نوبت به فاصله ۱۵ روز آگهی می‌شود. بدیهی است در صورت انقضای مدت مذکور و عدم وصول اعتراض طبق مقررات سند مالکیت صادر خواهد شد.: [493, 723, 721, 858]
notice-body: برابر رای شماره ۱۴۰۳۶۰۳۰۶۰۰۲۷۰۰۰۹۸۸۱ مورخ ۱۴۰۳/۱۱/۲۸ هیات اول موضوع قانون تعیین تکلیف وضعیت ثبتی اراضی و ساختمانهای فاقد سند رسمی مستقر در واحد ثبتی حوزه ثبت ملک فیروزکوه تصرفات مالکانه بلامعارض متقاضی خانم فاطمه شریعتی فرزند محمد به شماره ملی ۰۰۸۲۴۷۰۷۰۱ در ششدانگ یک باب خانه به مساحت ۱۲۶۱/۰۸ مترمربع پلاک ۴۱ فرعی از ۵۷ - اصلی واقع در بخش ۲۱ حوزه ثبت ملک فیروزکوه محرز گردیده است. لذا به منظور اطلاع عموم مراتب در دو نوبت به فاصله ۱۵ روز آگهی می‌شود.: [255, 1160, 482, 1270]
notice-heading: هیات موضوع قانون تعیین تکلیف وضعیت ثبتی اراضی و ساختمانهای فاقد سند رسمی: [22, 388, 238, 413]
notice-dates: تاریخ انتشار نوبت اول: ۱۴۰۳/۱۲/۰۷ — تاریخ انتشار نوبت دوم: ۱۴۰۳/۱۲/۲۲: [255, 1273, 482, 1297]
notice-signature: رئیس اداره ثبت اسناد و املاک اندیمشک — داریوش رستمی: [255, 491, 475, 515]
notice-dates: تاریخ انتشار: ۱۴۰۳/۱۲/۰۷ — م الف ۶۶: [319, 1054, 482, 1065]
notice-body: آقای محمد دهقانی به وکالت از محمدرضا ناصری به استناد دو برگ استشهادیه محلی که به امضا شهود رسیده مدعی است که سند مالکیت ششدانگ یک باب خانه پلاک ۱۱۴ فرعی از ۴۱۹ - اصلی واقع در بخش ۴ سراوان به نام مشارالیه صادر و تسلیم گردیده و به علت جابجایی مفقود گردیده است. لذا مراتب در یک نوبت آگهی می‌شود تا چنانچه کسی مدعی انجام معامله یا وجود سند مالکیت نزد خود می‌باشد ظرف ده روز به این اداره مراجعه نماید.: [16, 1035, 244, 1133]
notice-dates: تاریخ انتشار نوبت اول: ۱۴۰۳/۱۲/۰۷ — تاریخ انتشار نوبت دوم: ۱۴۰۳/۱۲/۲۲: [731, 693, 958, 716]
notice-dates: تاریخ انتشار: ۱۴۰۳/۱۲/۰۷: [612, 1066, 720, 1077]
notice-body: چون تحدید حدود ششدانگ یک قطعه زمین به مساحت ۵۱۹۲/۷۹ مترمربع پلاک ۱۲ فرعی از ۹ - اصلی واقع در بخش ۱۱ حوزه ثبتی زابل که طبق رای هیات موضوع قانون تعیین تکلیف وضعیت ثبتی اراضی و ساختمانهای فاقد سند رسمی صادر گردیده و تحدید حدود به عمل نیامده است. اینک بنا به تقاضای متقاضی و طبق ماده ۱۵ قانون ثبت تحدید حدود ملک مذکور در روز ۱۴۰۳/۱۲/۲۷ ساعت ۹ صبح در محل وقوع ملک به عمل خواهد آمد. لذا به مالکین و صاحبان املاک مجاور اخطار می‌شود که در موعد مقرر در محل حاضر شوند. اعتراضات مجاورین طبق ماده ۲۰ قانون ثبت ظرف ۳۰ روز پذیرفته خواهد شد.: [255, 748, 483, 883]
notice-heading: هیات موضوع قانون تعیین تکلیف وضعیت ثبتی اراضی و ساختمانهای فاقد سند رسمی: [498, 695, 715, 720]
notice-signature: جلیل علیزاده کارسالاری — رئیس ثبت اسناد و املاک فیروزکوه: [16, 351, 241, 375]
